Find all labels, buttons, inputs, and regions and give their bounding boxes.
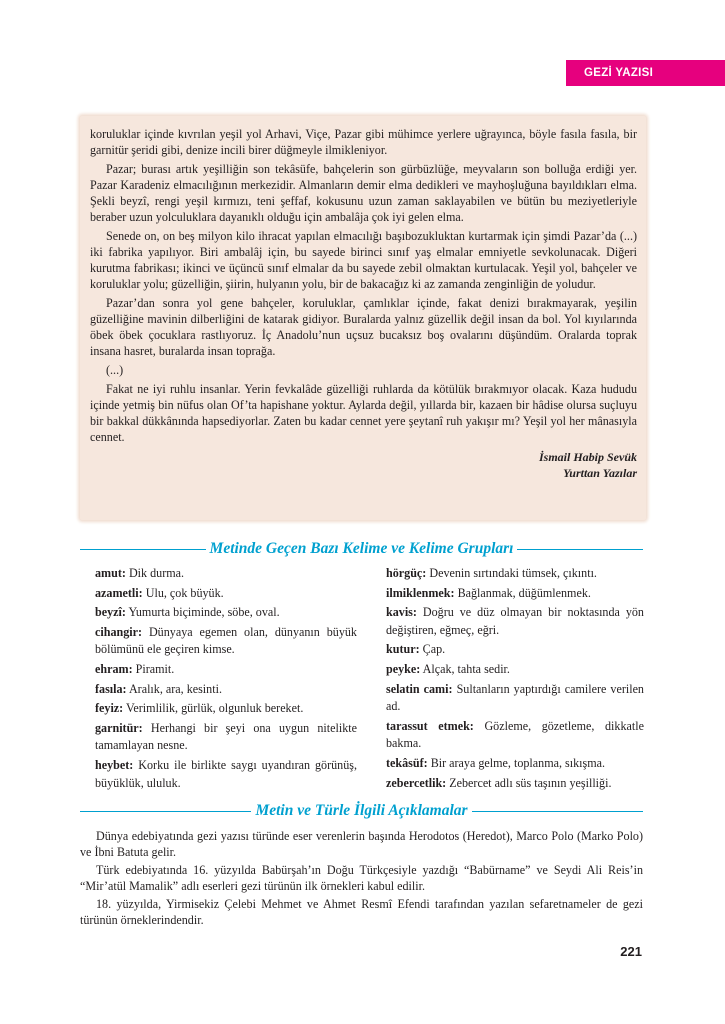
glossary-left-column xyxy=(95,565,357,794)
page-number: 221 xyxy=(620,944,642,959)
quote-paragraph: Fakat ne iyi ruhlu insanlar. Yerin fevkalâde güzelliği ruhlarda da kötülük bırakmıyor olacak. Kaza hududu içinde yetmiş bin nüfus olan Of’ta hapishane yoktur. Aylarda değil, yıllarda bir, kazaen bir hâdise olursa suçluyu bir bakkal dükkânında hapsediyorlar. Zaten bu kadar cennet yere şeytanî ruh yakışır mı? Yeşil yol her mânasıyla cennet. xyxy=(90,382,637,444)
quote-author: İsmail Habip Sevük xyxy=(538,450,637,464)
glossary-term: feyiz: xyxy=(95,701,124,716)
glossary-definition: Yumurta biçiminde, söbe, oval. xyxy=(128,605,280,620)
glossary-term: ilmiklenmek: xyxy=(386,585,455,600)
glossary-entry xyxy=(95,565,357,583)
glossary-entry xyxy=(386,775,644,793)
quote-paragraph: Senede on, on beş milyon kilo ihracat yapılan elmacılığı başıbozukluktan kurtarmak için şimdi Pazar’da (...) iki fabrika yapılıyor. Biri ambalâj için, bu sayede birinci sınıf yaş elmalar emniyetle sevkolunacak. Diğeri kurutma fabrikası; ikinci ve üçüncü sınıf elmalar da bu sayede zebil olmaktan kurtulacak. Yeşil yol, bahçeler ve koruluklar yolu; güzelliğin, şiirin, hulyanın yolu, bir de bakacağız ki az zamanda zenginliğin de yoludur. xyxy=(90,229,637,291)
glossary-entry xyxy=(95,700,357,718)
glossary-entry xyxy=(95,681,357,699)
glossary-definition: Zebercet adlı süs taşının yeşilliği. xyxy=(449,775,612,790)
heading-rule-left xyxy=(80,811,251,812)
glossary-term: kutur: xyxy=(386,642,420,657)
quote-source: Yurttan Yazılar xyxy=(563,466,637,480)
glossary-definition: Alçak, tahta sedir. xyxy=(422,661,510,676)
glossary-term: heybet: xyxy=(95,757,134,772)
heading-rule-right xyxy=(472,811,643,812)
explanations-title: Metin ve Türle İlgili Açıklamalar xyxy=(255,802,468,819)
glossary-entry xyxy=(386,565,644,583)
glossary-entry xyxy=(386,755,644,773)
glossary-entry xyxy=(95,604,357,622)
glossary-definition: Bağlanmak, düğümlenmek. xyxy=(457,585,591,600)
heading-rule-left xyxy=(80,549,206,550)
glossary-term: garnitür: xyxy=(95,720,143,735)
glossary-term: azametli: xyxy=(95,585,143,600)
glossary-entry xyxy=(95,624,357,659)
glossary-definition: Ulu, çok büyük. xyxy=(145,585,224,600)
glossary-entry xyxy=(95,661,357,679)
glossary-entry xyxy=(386,681,644,716)
glossary-entry xyxy=(386,718,644,753)
glossary-entry xyxy=(95,720,357,755)
glossary-term: amut: xyxy=(95,566,126,580)
glossary-definition: Aralık, ara, kesinti. xyxy=(128,681,222,696)
explanation-paragraph: Dünya edebiyatında gezi yazısı türünde eser verenlerin başında Herodotos (Heredot), Marco Polo (Marko Polo) ve İbni Batuta gelir. xyxy=(80,829,643,859)
glossary-term: fasıla: xyxy=(95,681,127,696)
quote-paragraph: (...) xyxy=(106,363,124,377)
heading-rule-right xyxy=(517,549,643,550)
glossary-entry xyxy=(386,585,644,603)
glossary-term: kavis: xyxy=(386,605,417,620)
quote-paragraph: Pazar’dan sonra yol gene bahçeler, koruluklar, çamlıklar içinde, fakat denizi bırakmayarak, yeşilin güzelliğine mavinin dilberliğini de katarak gidiyor. Buralarda yalnız güzellik değil insan da bol. Yol kıyılarında öbek öbek çocuklara rastlıyoruz. İç Anadolu’nun uçsuz bucaksız boş ovalarını düşündüm. Oralarda toprak insana hasret, buralarda insan toprağa. xyxy=(90,296,637,358)
glossary-term: ehram: xyxy=(95,661,133,676)
glossary-term: selatin cami: xyxy=(386,681,453,696)
glossary-entry xyxy=(386,661,644,679)
section-tag: GEZİ YAZISI xyxy=(566,60,725,86)
glossary-term: hörgüç: xyxy=(386,566,427,580)
glossary-definition: Verimlilik, gürlük, olgunluk bereket. xyxy=(126,701,304,716)
glossary-term: zebercetlik: xyxy=(386,775,447,790)
glossary-definition: Sultanların yaptırdığı camilere verilen ad. xyxy=(386,681,644,714)
glossary-heading xyxy=(80,540,643,558)
glossary-right-column xyxy=(386,565,644,794)
glossary-term: cihangir: xyxy=(95,624,143,639)
glossary-term: beyzî: xyxy=(95,605,126,620)
glossary-entry xyxy=(386,641,644,659)
glossary-definition: Dünyaya egemen olan, dünyanın büyük bölümünü ele geçiren kimse. xyxy=(95,624,357,657)
glossary-definition: Doğru ve düz olmayan bir noktasında yön değiştiren, eğmeç, eğri. xyxy=(386,605,644,637)
glossary-term: tekâsüf: xyxy=(386,755,428,770)
glossary-definition: Herhangi bir şeyi ona uygun nitelikte tamamlayan nesne. xyxy=(95,720,358,753)
glossary-entry xyxy=(95,585,357,603)
glossary-term: peyke: xyxy=(386,661,421,676)
glossary-entry xyxy=(95,757,357,792)
glossary-definition: Bir araya gelme, toplanma, sıkışma. xyxy=(430,755,605,770)
glossary-definition: Çap. xyxy=(422,642,446,657)
explanation-paragraph: Türk edebiyatında 16. yüzyılda Babürşah’ın Doğu Türkçesiyle yazdığı “Babürname” ve Seydi Ali Reis’in “Mir’atül Mamalik” adlı eserleri gezi türünün ilk örnekleri kabul edilir. xyxy=(80,863,643,893)
glossary-definition: Piramit. xyxy=(135,661,175,676)
quote-paragraph: Pazar; burası artık yeşilliğin son tekâsüfe, bahçelerin son gürbüzlüğe, meyvaların son bolluğa erdiği yer. Pazar Karadeniz elmacılığının merkezidir. Almanların demir elma dedikleri ve mayhoşluğuna bayıldıkları elma. Şekli beyzî, rengi yeşil kırmızı, teni şeffaf, kokusunu uzun zaman saklayabilen ve bütün bu meziyetleriyle beraber uzun yolculuklara dayanıklı olduğu için ambalâja çok iyi gelen elma. xyxy=(90,162,637,224)
glossary-entry xyxy=(386,604,644,639)
quote-paragraph: koruluklar içinde kıvrılan yeşil yol Arhavi, Viçe, Pazar gibi mühimce yerlere uğrayınca, böyle fasıla fasıla, bir garnitür şeridi gibi, denize incili birer düğmeyle ilmikleniyor. xyxy=(90,127,637,157)
glossary-definition: Gözleme, gözetleme, dikkatle bakma. xyxy=(386,718,644,751)
glossary-definition: Devenin sırtındaki tümsek, çıkıntı. xyxy=(429,566,597,580)
quoted-text-box xyxy=(80,116,646,520)
glossary-definition: Korku ile birlikte saygı uyandıran görünüş, büyüklük, ululuk. xyxy=(95,757,357,790)
explanations-body xyxy=(80,828,643,930)
glossary-title: Metinde Geçen Bazı Kelime ve Kelime Grupları xyxy=(209,540,514,557)
glossary-term: tarassut etmek: xyxy=(386,718,474,733)
explanation-paragraph: 18. yüzyılda, Yirmisekiz Çelebi Mehmet ve Ahmet Resmî Efendi tarafından yazılan sefaretnameler de gezi türünün örneklerindendir. xyxy=(80,897,643,927)
explanations-heading xyxy=(80,802,643,820)
glossary-definition: Dik durma. xyxy=(128,566,185,580)
